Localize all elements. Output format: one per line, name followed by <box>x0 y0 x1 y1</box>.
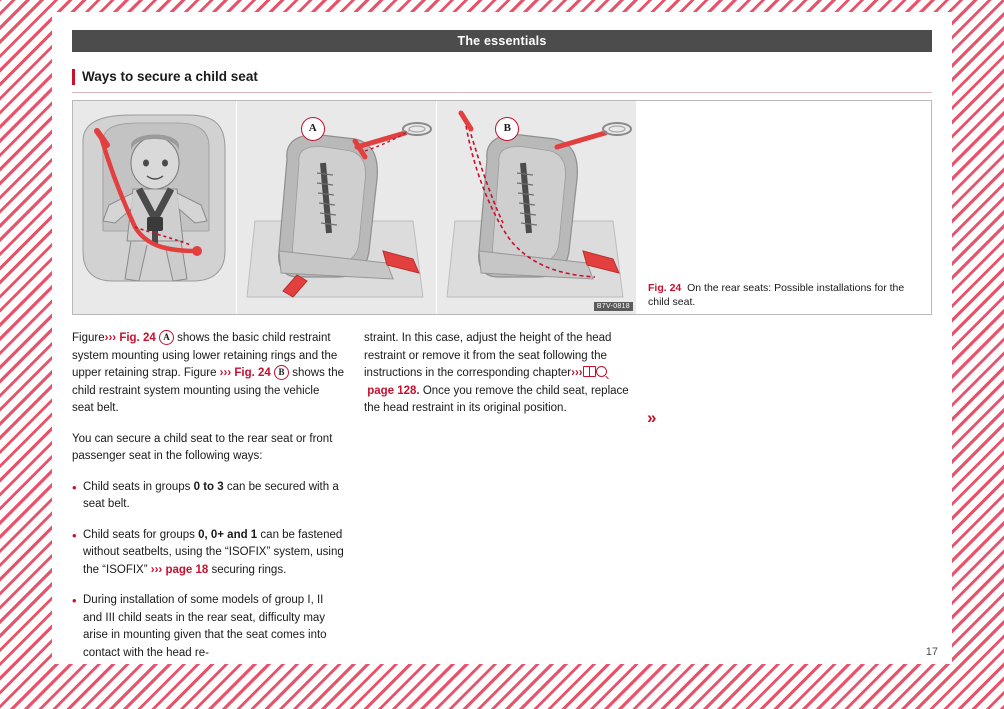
inline-label-b: B <box>274 365 289 380</box>
cross-ref-page-128[interactable]: page 128. <box>367 384 420 397</box>
cross-ref-arrow: ››› <box>219 367 232 379</box>
page-header-bar: The essentials <box>72 30 932 52</box>
figure-caption-ref: Fig. 24 <box>648 282 682 294</box>
body-column-left <box>72 330 344 675</box>
illustration-child-seat-seatbelt <box>437 101 636 314</box>
page-number: 17 <box>925 646 938 658</box>
figure-images <box>73 101 636 314</box>
illustration-child-seat-isofix <box>237 101 437 314</box>
text-fragment: Child seats for groups <box>83 528 195 541</box>
emphasis-groups: 0, 0+ and 1 <box>198 528 258 541</box>
list-item-groups-0-3 <box>72 479 344 514</box>
figure-pane-isofix-mounting <box>236 101 437 314</box>
paragraph-securing-ways: You can secure a child seat to the rear seat or front passenger seat in the following ways: <box>72 432 333 462</box>
figure-caption-text: On the rear seats: Possible installations for the child seat. <box>648 282 905 308</box>
figure-code-badge: B7V-0818 <box>594 302 633 311</box>
text-fragment: Child seats in groups <box>83 480 191 493</box>
text-fragment: straint. In this case, adjust the height of the head restraint or remove it from the seat following the instructions in the corresponding chapter <box>364 332 612 379</box>
figure-pane-child-in-seat <box>73 101 236 314</box>
text-fragment: shows the child restraint system mounting using the vehicle seat belt. <box>72 367 344 414</box>
figure-label-a: A <box>301 117 325 141</box>
cross-ref-arrow: ››› <box>150 563 163 576</box>
cross-ref-fig-24-a[interactable]: Fig. 24 <box>119 332 156 344</box>
book-icon <box>583 366 596 377</box>
manual-page <box>52 12 952 664</box>
text-fragment: can be fastened without seatbelts, using the “ISOFIX” system, using the “ISOFIX” <box>83 528 344 576</box>
text-fragment: can be secured with a seat belt. <box>83 480 339 510</box>
magnifier-icon <box>596 366 607 377</box>
cross-ref-fig-24-b[interactable]: Fig. 24 <box>234 367 271 379</box>
text-fragment: shows the basic child restraint system mounting using lower retaining rings and the upper retaining strap. Figure <box>72 332 338 379</box>
emphasis-groups: 0 to 3 <box>193 480 224 493</box>
continuation-arrow: » <box>647 408 657 427</box>
list-item-isofix <box>72 527 344 580</box>
text-fragment: securing rings. <box>211 563 287 576</box>
section-divider <box>72 92 932 93</box>
section-heading <box>72 68 932 86</box>
paragraph-figure-explanation <box>72 330 344 418</box>
section-title-text: Ways to secure a child seat <box>72 68 932 86</box>
body-column-right <box>364 330 636 431</box>
paragraph-head-restraint <box>364 330 636 418</box>
inline-label-a: A <box>159 330 174 345</box>
figure-caption <box>648 281 923 309</box>
figure-pane-seatbelt-mounting <box>436 101 636 314</box>
text-fragment: Figure <box>72 332 105 344</box>
list-item-group-i-ii-iii: • During installation of some models of group I, II and III child seats in the rear seat, difficulty may arise in mounting given that the seat comes into contact with the head re- <box>72 592 344 662</box>
figure-label-b: B <box>495 117 519 141</box>
cross-ref-arrow: ››› <box>104 332 117 344</box>
text-fragment: Once you remove the child seat, replace the head restraint in its original position. <box>364 384 629 414</box>
figure-container <box>72 100 932 315</box>
cross-ref-page-18[interactable]: page 18 <box>165 563 209 576</box>
cross-ref-arrow: ››› <box>571 367 583 379</box>
illustration-child-secured <box>73 101 236 314</box>
